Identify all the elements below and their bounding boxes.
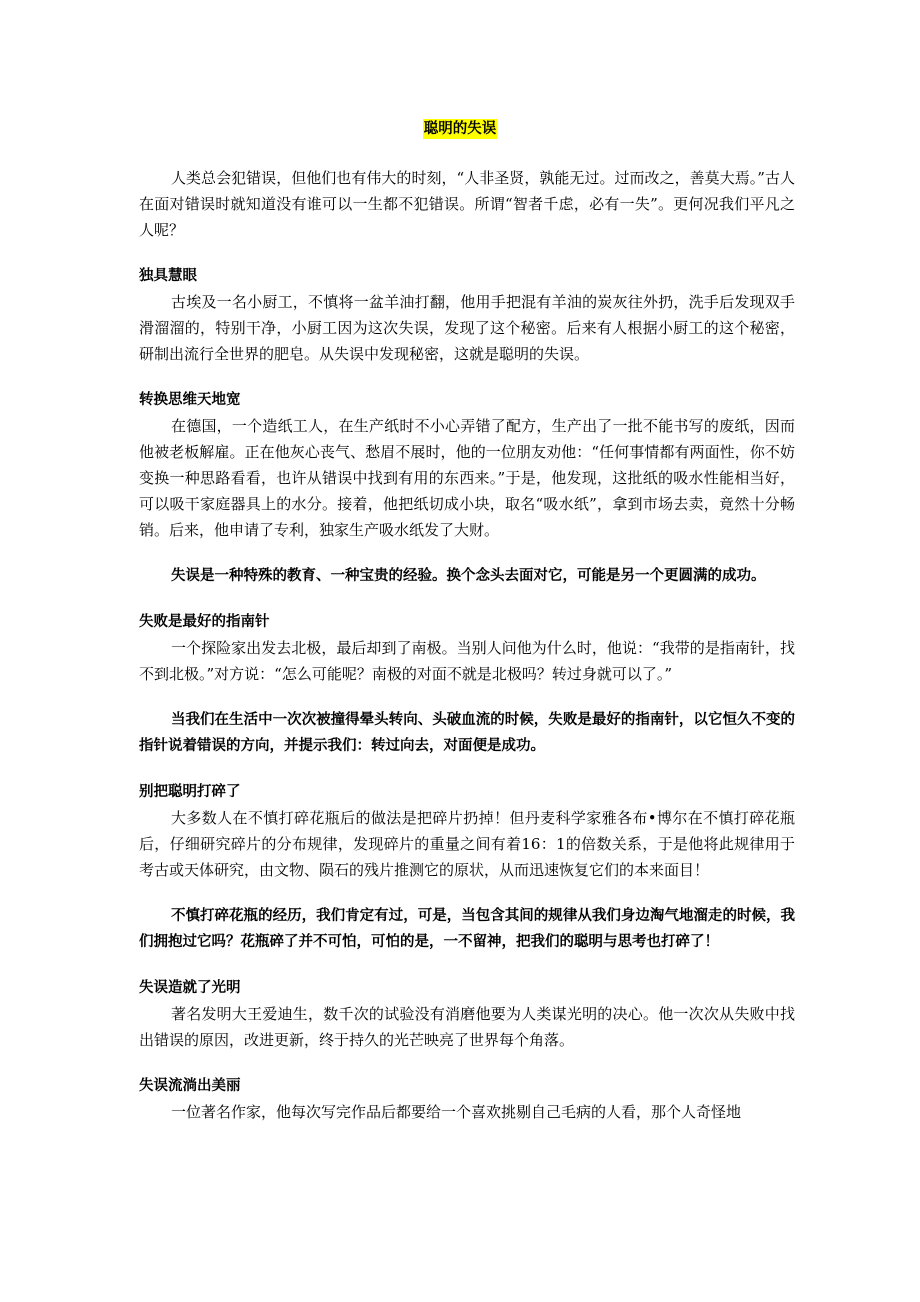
section-paragraph: 在德国，一个造纸工人，在生产纸时不小心弄错了配方，生产出了一批不能书写的废纸，因而他被老板解雇。正在他灰心丧气、愁眉不展时，他的一位朋友劝他：“任何事情都有两面性，你不妨变换一种思路看看，也许从错误中找到有用的东西来。”于是，他发现，这批纸的吸水性能相当好，可以吸干家庭器具上的水分。接着，他把纸切成小块，取名“吸水纸”，拿到市场去卖，竟然十分畅销。后来，他申请了专利，独家生产吸水纸发了大财。 bbox=[139, 417, 795, 539]
section-paragraph: 著名发明大王爱迪生，数千次的试验没有消磨他要为人类谋光明的决心。他一次次从失败中找出错误的原因，改进更新，终于持久的光芒映亮了世界每个角落。 bbox=[139, 1005, 795, 1049]
section-heading: 转换思维天地宽 bbox=[139, 392, 241, 408]
document-body bbox=[139, 165, 795, 1125]
section-summary: 不慎打碎花瓶的经历，我们肯定有过，可是，当包含其间的规律从我们身边淘气地溜走的时候，我们拥抱过它吗？花瓶碎了并不可怕，可怕的是，一不留神，把我们的聪明与思考也打碎了！ bbox=[139, 908, 795, 950]
section-paragraph: 大多数人在不慎打碎花瓶后的做法是把碎片扔掉！但丹麦科学家雅各布•博尔在不慎打碎花瓶后，仔细研究碎片的分布规律，发现碎片的重量之间有着16：1的倍数关系，于是他将此规律用于考古或天体研究，由文物、陨石的残片推测它的原状，从而迅速恢复它们的本来面目！ bbox=[139, 809, 795, 879]
section-heading: 失误造就了光明 bbox=[139, 980, 241, 996]
section-paragraph: 古埃及一名小厨工，不慎将一盆羊油打翻，他用手把混有羊油的炭灰往外扔，洗手后发现双手滑溜溜的，特别干净，小厨工因为这次失误，发现了这个秘密。后来有人根据小厨工的这个秘密，研制出流行全世界的肥皂。从失误中发现秘密，这就是聪明的失误。 bbox=[139, 293, 795, 363]
section-summary: 当我们在生活中一次次被撞得晕头转向、头破血流的时候，失败是最好的指南针，以它恒久不变的指针说着错误的方向，并提示我们：转过向去，对面便是成功。 bbox=[139, 712, 795, 754]
section-heading: 独具慧眼 bbox=[139, 268, 197, 284]
page-title: 聪明的失误 bbox=[423, 121, 497, 137]
section-heading: 失误流淌出美丽 bbox=[139, 1078, 241, 1094]
section-paragraph: 一位著名作家，他每次写完作品后都要给一个喜欢挑剔自己毛病的人看，那个人奇怪地 bbox=[171, 1103, 742, 1121]
section-summary: 失误是一种特殊的教育、一种宝贵的经验。换个念头去面对它，可能是另一个更圆满的成功。 bbox=[171, 568, 766, 584]
intro-paragraph: 人类总会犯错误，但他们也有伟大的时刻，“人非圣贤，孰能无过。过而改之，善莫大焉。”古人在面对错误时就知道没有谁可以一生都不犯错误。所谓“智者千虑，必有一失”。更何况我们平凡之人呢？ bbox=[139, 169, 795, 239]
section-heading: 别把聪明打碎了 bbox=[139, 784, 241, 800]
section-paragraph: 一个探险家出发去北极，最后却到了南极。当别人问他为什么时，他说：“我带的是指南针，找不到北极。”对方说：“怎么可能呢？南极的对面不就是北极吗？转过身就可以了。” bbox=[139, 639, 795, 683]
section-heading: 失败是最好的指南针 bbox=[139, 614, 270, 630]
title-container bbox=[0, 118, 920, 139]
